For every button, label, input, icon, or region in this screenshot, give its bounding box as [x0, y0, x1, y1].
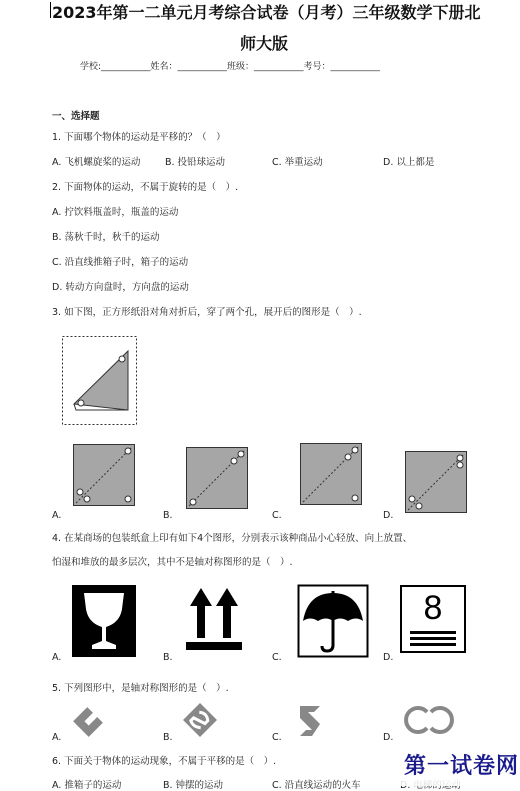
hole-icon: [84, 496, 90, 502]
stack-limit-number: 8: [423, 589, 443, 627]
punched-hole-icon: [119, 356, 125, 362]
logo-figure-c: [292, 702, 328, 740]
fragile-glass-icon: [72, 585, 136, 657]
q6-option-a: A. 推箱子的运动: [52, 780, 122, 791]
q6-option-c: C. 沿直线运动的火车: [272, 780, 361, 791]
q3-option-d-figure: [405, 451, 467, 513]
q3-option-a-figure: [73, 444, 135, 506]
q2-option-a: A. 拧饮料瓶盖时，瓶盖的运动: [52, 207, 179, 218]
q3-option-d: D.: [383, 510, 394, 521]
q1-option-a: A. 飞机螺旋桨的运动: [52, 157, 141, 168]
hole-icon: [125, 496, 131, 502]
info-line: 学校:___________姓名：___________班级：___________考号：___________: [80, 62, 381, 72]
q3-stem: 3. 如下图，正方形纸沿对角对折后，穿了两个孔，展开后的图形是（ ）.: [52, 307, 362, 318]
hole-icon: [345, 454, 351, 460]
folded-paper-figure: [62, 336, 138, 426]
hole-icon: [352, 495, 358, 501]
logo-figure-d: [405, 704, 453, 736]
stack-line: [410, 637, 456, 640]
q4-stem-line-2: 怕湿和堆放的最多层次，其中不是轴对称图形的是（ ）.: [52, 557, 293, 568]
hole-icon: [231, 458, 237, 464]
q5-stem: 5. 下列图形中，是轴对称图形的是（ ）.: [52, 683, 229, 694]
stack-line: [410, 631, 456, 634]
q1-option-b: B. 投铅球运动: [165, 157, 226, 168]
q3-option-c: C.: [272, 510, 282, 521]
q3-option-a: A.: [52, 510, 62, 521]
keep-dry-umbrella-icon: [298, 585, 368, 657]
hole-icon: [352, 447, 358, 453]
q2-option-d: D. 转动方向盘时，方向盘的运动: [52, 282, 189, 293]
hole-icon: [77, 489, 83, 495]
q5-option-c: C.: [272, 732, 282, 743]
q1-option-d: D. 以上都是: [383, 157, 435, 168]
q4-stem-line-1: 4. 在某商场的包装纸盒上印有如下4个图形，分别表示该种商品小心轻放、向上放置、: [52, 533, 413, 544]
q3-option-c-figure: [300, 443, 362, 505]
q5-option-d: D.: [383, 732, 394, 743]
hole-icon: [457, 455, 463, 461]
q5-option-b: B.: [163, 732, 173, 743]
hole-icon: [238, 451, 244, 457]
q2-option-b: B. 荡秋千时，秋千的运动: [52, 232, 160, 243]
logo-figure-b: [182, 702, 218, 738]
hole-icon: [409, 496, 415, 502]
q2-stem: 2. 下面物体的运动，不属于旋转的是（ ）.: [52, 182, 239, 193]
section-heading: 一、选择题: [52, 111, 100, 122]
q3-option-b-figure: [186, 447, 248, 509]
site-watermark: 第一试卷网: [404, 754, 520, 779]
hole-icon: [125, 448, 131, 454]
q2-option-c: C. 沿直线推箱子时，箱子的运动: [52, 257, 189, 268]
hole-icon: [416, 503, 422, 509]
q3-option-b: B.: [163, 510, 173, 521]
title-line-1: 2023年第一二单元月考综合试卷（月考）三年级数学下册北: [52, 3, 481, 22]
q5-option-a: A.: [52, 732, 62, 743]
text-cursor: [50, 2, 51, 18]
q1-option-c: C. 举重运动: [272, 157, 323, 168]
q4-option-b: B.: [163, 652, 173, 663]
this-side-up-icon: [184, 586, 244, 652]
q6-option-b: B. 钟摆的运动: [163, 780, 224, 791]
q1-stem: 1. 下面哪个物体的运动是平移的？（ ）: [52, 132, 226, 143]
q6-stem: 6. 下面关于物体的运动现象，不属于平移的是（ ）.: [52, 756, 277, 767]
q4-option-d: D.: [383, 652, 394, 663]
q4-option-c: C.: [272, 652, 282, 663]
hole-icon: [457, 462, 463, 468]
hole-icon: [190, 499, 196, 505]
stacking-limit-icon: [400, 585, 466, 653]
q4-option-a: A.: [52, 652, 62, 663]
stack-line: [410, 643, 456, 646]
punched-hole-icon: [78, 400, 84, 406]
title-line-2: 师大版: [240, 34, 289, 53]
logo-figure-a: [72, 706, 104, 738]
